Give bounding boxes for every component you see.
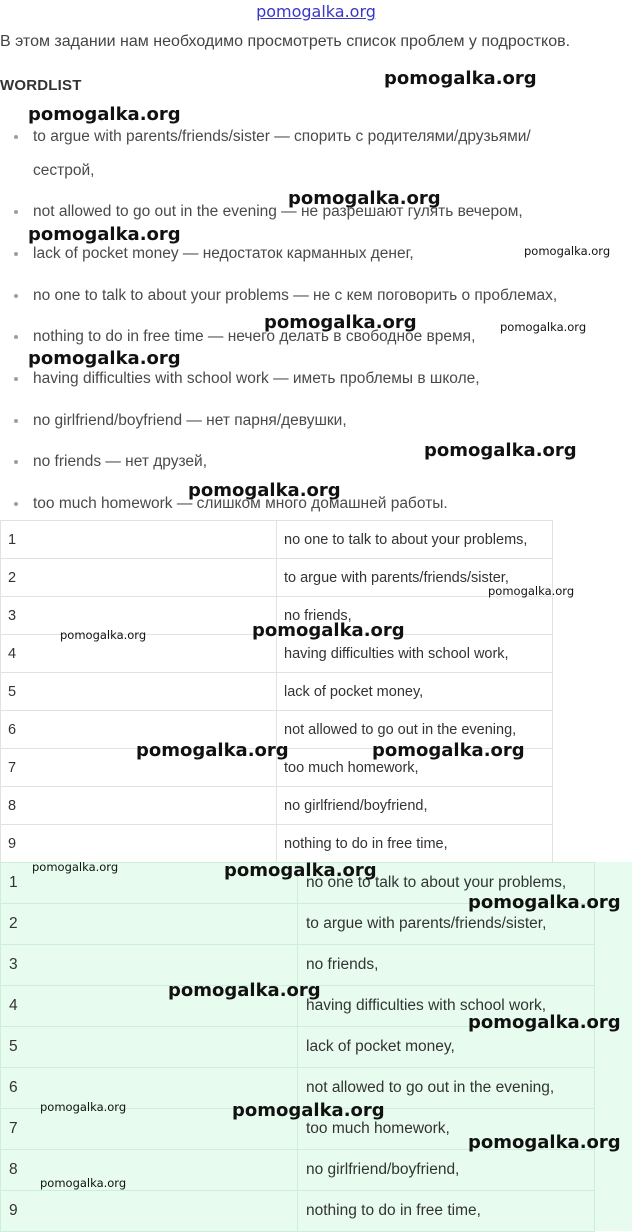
site-header-link[interactable]: pomogalka.org bbox=[256, 2, 376, 21]
watermark: pomogalka.org bbox=[32, 860, 119, 874]
table-row: 8 no girlfriend/boyfriend, bbox=[1, 787, 553, 825]
watermark: pomogalka.org bbox=[424, 440, 577, 461]
watermark: pomogalka.org bbox=[188, 480, 341, 501]
watermark: pomogalka.org bbox=[524, 244, 611, 258]
watermark: pomogalka.org bbox=[468, 1012, 621, 1033]
wordlist-title: WORDLIST bbox=[0, 77, 82, 94]
watermark: pomogalka.org bbox=[60, 628, 147, 642]
table-row: 7 too much homework, bbox=[1, 749, 553, 787]
table-row: 5 lack of pocket money, bbox=[1, 1027, 595, 1068]
wordlist-item: not allowed to go out in the evening — не разрешают гулять вечером, bbox=[14, 202, 523, 222]
watermark: pomogalka.org bbox=[136, 740, 289, 761]
table-row: 8 no girlfriend/boyfriend, bbox=[1, 1150, 595, 1191]
table-row: 7 too much homework, bbox=[1, 1109, 595, 1150]
watermark: pomogalka.org bbox=[468, 1132, 621, 1153]
watermark: pomogalka.org bbox=[288, 188, 441, 209]
watermark: pomogalka.org bbox=[252, 620, 405, 641]
wordlist-item: to argue with parents/friends/sister — спорить с родителями/друзьями/ сестрой, bbox=[14, 127, 531, 181]
bullet-icon bbox=[14, 135, 18, 139]
table-row: 6 not allowed to go out in the evening, bbox=[1, 1068, 595, 1109]
watermark: pomogalka.org bbox=[384, 68, 537, 89]
watermark: pomogalka.org bbox=[372, 740, 525, 761]
watermark: pomogalka.org bbox=[224, 860, 377, 881]
wordlist-item: no one to talk to about your problems — не с кем поговорить о проблемах, bbox=[14, 286, 557, 306]
watermark: pomogalka.org bbox=[28, 224, 181, 245]
table-row: 5 lack of pocket money, bbox=[1, 673, 553, 711]
wordlist-item: having difficulties with school work — иметь проблемы в школе, bbox=[14, 369, 480, 389]
bullet-icon bbox=[14, 252, 18, 256]
watermark: pomogalka.org bbox=[488, 584, 575, 598]
table-row: 2 to argue with parents/friends/sister, bbox=[1, 904, 595, 945]
watermark: pomogalka.org bbox=[28, 348, 181, 369]
watermark: pomogalka.org bbox=[500, 320, 587, 334]
table-row: 3 no friends, bbox=[1, 945, 595, 986]
wordlist-item: no girlfriend/boyfriend — нет парня/девушки, bbox=[14, 411, 347, 431]
table-row: 1 no one to talk to about your problems, bbox=[1, 521, 553, 559]
bullet-icon bbox=[14, 335, 18, 339]
bullet-icon bbox=[14, 294, 18, 298]
wordlist-item: too much homework — слишком много домашней работы. bbox=[14, 494, 448, 514]
bullet-icon bbox=[14, 210, 18, 214]
watermark: pomogalka.org bbox=[40, 1176, 127, 1190]
watermark: pomogalka.org bbox=[168, 980, 321, 1001]
bullet-icon bbox=[14, 377, 18, 381]
bullet-icon bbox=[14, 502, 18, 506]
table-row: 9 nothing to do in free time, bbox=[1, 1191, 595, 1232]
table-row: 6 not allowed to go out in the evening, bbox=[1, 711, 553, 749]
watermark: pomogalka.org bbox=[264, 312, 417, 333]
table-row: 1 no one to talk to about your problems, bbox=[1, 863, 595, 904]
table-row: 4 having difficulties with school work, bbox=[1, 986, 595, 1027]
wordlist-item: no friends — нет друзей, bbox=[14, 452, 207, 472]
table-row: 3 no friends, bbox=[1, 597, 553, 635]
watermark: pomogalka.org bbox=[232, 1100, 385, 1121]
wordlist-item: nothing to do in free time — нечего делать в свободное время, bbox=[14, 327, 475, 347]
wordlist-item: lack of pocket money — недостаток карманных денег, bbox=[14, 244, 414, 264]
table-row: 2 to argue with parents/friends/sister, bbox=[1, 559, 553, 597]
watermark: pomogalka.org bbox=[40, 1100, 127, 1114]
watermark: pomogalka.org bbox=[28, 104, 181, 125]
table-row: 4 having difficulties with school work, bbox=[1, 635, 553, 673]
intro-text: В этом задании нам необходимо просмотреть список проблем у подростков. bbox=[0, 33, 571, 50]
bullet-icon bbox=[14, 460, 18, 464]
answer-table bbox=[0, 520, 553, 863]
table-row: 9 nothing to do in free time, bbox=[1, 825, 553, 863]
bullet-icon bbox=[14, 419, 18, 423]
watermark: pomogalka.org bbox=[468, 892, 621, 913]
